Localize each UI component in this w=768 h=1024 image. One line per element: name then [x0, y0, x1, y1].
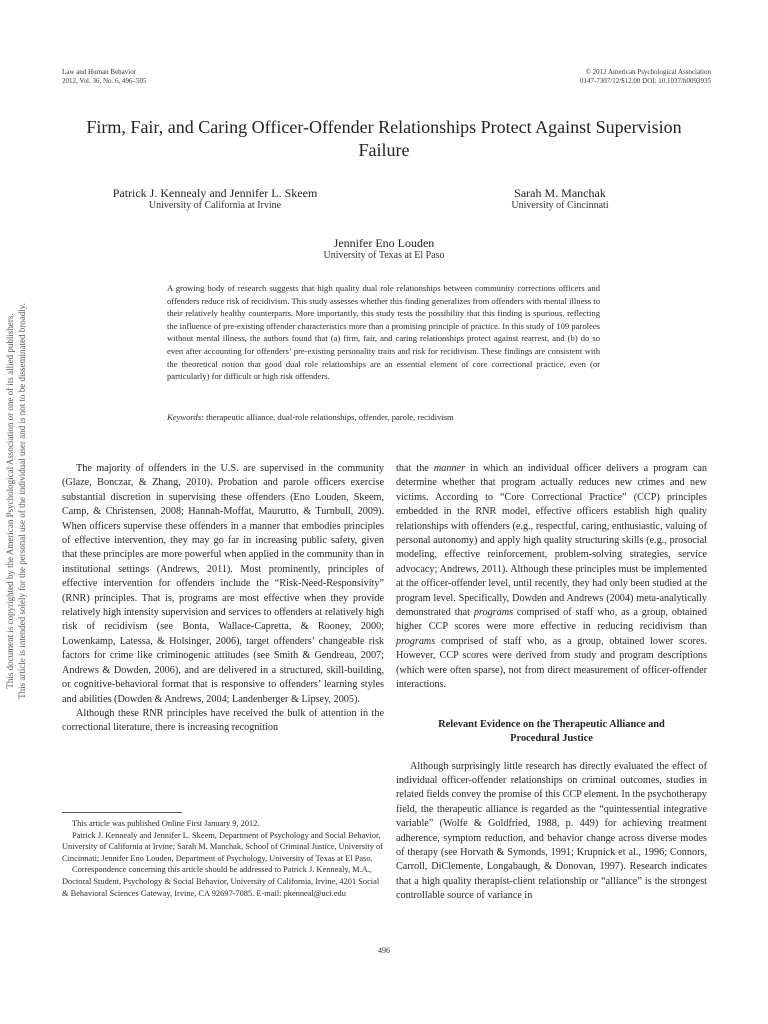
body-paragraph: Although these RNR principles have received the bulk of attention in the correctional literature, there is increasing recognition	[62, 707, 384, 734]
section-heading: Relevant Evidence on the Therapeutic Alliance and Procedural Justice	[438, 718, 665, 744]
text-run: in which an individual officer delivers a program can determine whether that program actually reduces new crimes and new victims. According to “Core Correctional Practice” (CCP) principles embedded in the RNR model, effective officers establish high quality relationships with offenders (e.g., respectful, caring, enthusiastic, valuing of personal autonomy) and apply high quality structuring skills (e.g., prosocial modeling, effective reinforcement, problem-solving strategies, service advocacy; Andrews, 2011). Although these principles must be implemented at the officer-offender level, until recently, they had only been studied at the program level. Specifically, Dowden and Andrews (2004) meta-analytically demonstrated that	[396, 463, 707, 619]
text-run: comprised of staff who, as a group, obtained higher CCP scores were more effective in reducing recidivism than	[396, 607, 707, 633]
running-header-right	[580, 68, 711, 86]
running-header-left	[62, 68, 147, 86]
emphasis-text: manner	[433, 463, 466, 474]
article-title: Firm, Fair, and Caring Officer-Offender Relationships Protect Against Supervision Failure	[86, 117, 682, 160]
author-block-1	[90, 186, 340, 212]
author-names: Patrick J. Kennealy and Jennifer L. Skeem	[112, 186, 318, 200]
body-paragraph: Although surprisingly little research has directly evaluated the effect of individual officer-offender relationships on criminal outcomes, studies in related fields convey the promise of this CCP element. In the psychotherapy field, the therapeutic alliance is regarded as the “quintessential integrative variable” (Wolfe & Goldfried, 1988, p. 449) for achieving treatment adherence, symptom reduction, and behavior change across diverse modes of therapy (see Horvath & Symonds, 1991; Krupnick et al., 1996; Connors, Carroll, DiClemente, Longabaugh, & Donovan, 1997). Research indicates that a high quality therapist-client relationship or “alliance” is the strongest controllable source of variance in	[396, 760, 707, 902]
text-run: comprised of staff who, as a group, obtained lower scores. However, CCP scores were derived from study and program descriptions (which were often sparse), not from direct measurement of officer-offender interactions.	[396, 635, 707, 691]
keywords	[167, 411, 607, 423]
footnotes	[62, 818, 384, 899]
abstract: A growing body of research suggests that high quality dual role relationships between community corrections officers and offenders reduce risk of recidivism. This study assesses whether this finding generalizes from offenders with mental illness to their relatively healthy counterparts. More importantly, this study tests the possibility that this finding is spurious, reflecting the influence of pre-existing offender characteristics more than a promising principle of practice. In this study of 109 parolees without mental illness, the authors found that (a) firm, fair, and caring relationships protect against rearrest, and (b) do so even after accounting for offenders’ pre-existing personality traits and risk for recidivism. These findings are consistent with the theoretical notion that good dual role relationships are an essential element of core correctional practice, even (or particularly) for difficult or high risk offenders.	[167, 283, 600, 382]
author-affiliation: University of Texas at El Paso	[323, 250, 445, 261]
footnote-divider	[62, 812, 182, 813]
body-paragraph	[396, 462, 707, 693]
author-block-2	[470, 186, 650, 212]
keywords-text: therapeutic alliance, dual-role relationships, offender, parole, recidivism	[206, 412, 454, 422]
copyright-line: © 2012 American Psychological Association	[585, 68, 711, 76]
keywords-label: Keywords:	[167, 412, 204, 422]
doi-line: 0147-7307/12/$12.00 DOI: 10.1037/h0093935	[579, 77, 711, 85]
emphasis-text: programs	[396, 635, 436, 647]
side-notice-line: This article is intended solely for the personal use of the individual user and is not to be disseminated broadly.	[17, 303, 27, 699]
footnote: This article was published Online First January 9, 2012.	[72, 819, 260, 828]
author-names: Jennifer Eno Louden	[333, 236, 435, 250]
footnote: Correspondence concerning this article should be addressed to Patrick J. Kennealy, M.A., Doctoral Student, Psychology & Social Behavior, University of California, Irvine, 4201 Social & Behavioral Sciences Gateway, Irvine, CA 92697-7085. E-mail: pkenneal@uci.edu	[62, 865, 380, 898]
author-affiliation: University of Cincinnati	[511, 200, 609, 211]
author-affiliation: University of California at Irvine	[148, 200, 282, 211]
footnote: Patrick J. Kennealy and Jennifer L. Skeem, Department of Psychology and Social Behavior, University of California at Irvine; Sarah M. Manchak, School of Criminal Justice, University of Cincinnati; Jennifer Eno Louden, Department of Psychology, University of Texas at El Paso.	[62, 830, 383, 863]
emphasis-text: programs	[473, 607, 514, 619]
text-run: that the	[396, 463, 434, 474]
body-paragraph: The majority of offenders in the U.S. are supervised in the community (Glaze, Bonczar, & Zhang, 2010). Probation and parole officers exercise substantial discretion in supervising these offenders (Eno Louden, Skeem, Camp, & Christensen, 2008; Hannah-Moffat, Maurutto, & Turnbull, 2009). When officers supervise these offenders in a manner that embodies principles of effective intervention, they may go far in increasing public safety, given that these principles are more powerful when applied in the community than in institutional settings (Andrews, 2011). Most prominently, principles of effective intervention for offenders include the “Risk-Need-Responsivity” (RNR) principles. That is, programs are most effective when they provide relatively high intensity supervision and services to offenders at relatively high risk of recidivism (see Bonta, Wallace-Capretta, & Rooney, 2000; Lowenkamp, Latessa, & Holsinger, 2006), target offenders’ changeable risk factors for crime like criminogenic attitudes (see Smith & Gendreau, 2007; Andrews & Dowden, 2006), and are delivered in a structured, skill-building, or cognitive-behavioral format that is responsive to offenders’ learning styles and abilities (Dowden & Andrews, 2004; Landenberger & Lipsey, 2005).	[62, 463, 384, 705]
body-column-right	[396, 462, 707, 904]
author-names: Sarah M. Manchak	[514, 186, 606, 200]
body-column-left	[62, 462, 384, 782]
side-notice-line: This document is copyrighted by the American Psychological Association or one of its allied publishers.	[5, 313, 15, 689]
page-number: 496	[378, 946, 390, 955]
author-block-3	[270, 236, 498, 262]
journal-name: Law and Human Behavior	[62, 68, 137, 76]
copyright-side-notice	[4, 286, 30, 716]
journal-volume: 2012, Vol. 36, No. 6, 496–505	[62, 77, 147, 85]
